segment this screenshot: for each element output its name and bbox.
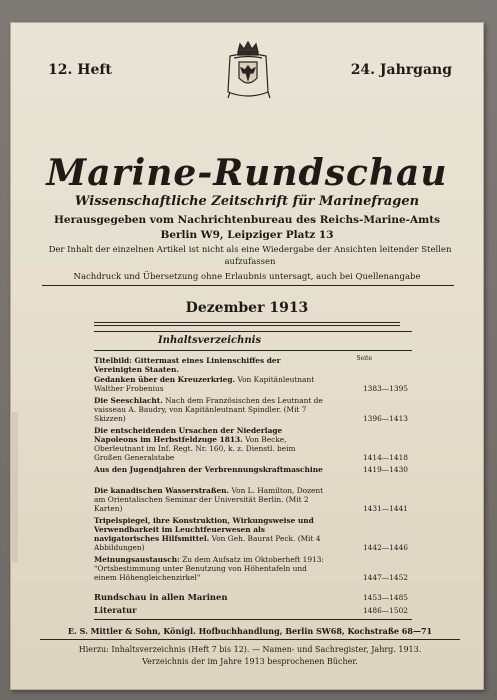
entry-title: Die kanadischen Wasserstraßen. [94,486,230,495]
page-column-label: Seite [356,355,372,362]
contents-entry [94,397,412,424]
contents-entry [94,376,412,394]
reprint-notice: Nachdruck und Übersetzung ohne Erlaubnis untersagt, auch bei Quellenangabe [73,272,421,282]
entry-pages: 1442—1446 [362,542,408,552]
entry-title: Tripelspiegel, ihre Konstruktion, Wirkungsweise und Verwendbarkeit im Leuchtfeuerwesen als navigatorisches Hilfsmittel. [94,516,314,543]
issue-number: 12. Heft [48,62,112,78]
entry-detail: Von Kapitänleutnant Walther Frobenius [94,375,315,393]
publisher-line: Herausgegeben vom Nachrichtenbureau des Reichs-Marine-Amts [53,214,441,226]
entry-pages: 1447—1452 [362,572,408,582]
table-of-contents [94,331,412,651]
magazine-title: Marine-Rundschau [46,152,448,194]
contents-entry [94,517,412,553]
divider [94,322,400,323]
entry-title: Meinungsaustausch: [94,555,180,564]
divider [42,285,454,286]
entry-title: Die Seeschlacht. [94,396,163,405]
entry-title: Aus den Jugendjahren der Verbrennungskraftmaschine [94,465,323,474]
divider [94,619,412,620]
divider [94,325,400,326]
coat-of-arms-icon [222,40,274,102]
contents-entry [94,357,412,375]
edge-tape [10,412,18,562]
volume-number: 24. Jahrgang [350,62,452,78]
divider [40,639,460,640]
contents-entry [94,466,412,475]
enclosure-line-1: Hierzu: Inhaltsverzeichnis (Heft 7 bis 12). — Namen- und Sachregister, Jahrg. 1913. [78,645,422,654]
entry-detail: Von Becke, Oberleutnant im Inf. Regt. Nr. 160, k. z. Dienstl. beim Großen Generalstabe [94,434,296,462]
entry-title: Rundschau in allen Marinen [94,592,228,602]
entry-pages: 1414—1418 [362,452,408,462]
entry-detail: Von L. Hamilton, Dozent am Orientalischen Seminar der Universität Berlin. (Mit 2 Karten) [94,486,324,513]
enclosure-note [40,644,460,668]
entry-pages: 1383—1395 [362,383,408,393]
entry-title: Titelbild: Gittermast eines Linienschiffes der Vereinigten Staaten. [94,356,281,374]
entry-title: Gedanken über den Kreuzerkrieg. [94,375,236,384]
magazine-cover [10,22,484,690]
entry-pages: 1396—1413 [362,413,408,423]
imprint-line: E. S. Mittler & Sohn, Königl. Hofbuchhandlung, Berlin SW68, Kochstraße 68—71 [67,626,433,636]
entry-pages: 1419—1430 [362,465,408,474]
contents-entry [94,606,412,616]
entry-title: Literatur [94,605,137,615]
contents-entry [94,593,412,603]
entry-detail: Zu dem Aufsatz im Oktoberheft 1913: "Ortsbestimmung unter Benutzung von Höhentafeln und einem Höhengleichenzirkel" [94,555,324,582]
entry-pages: 1431—1441 [362,503,408,513]
disclaimer-text: Der Inhalt der einzelnen Artikel ist nicht als eine Wiedergabe der Ansichten leitender Stellen aufzufassen [48,245,452,267]
enclosure-line-2: Verzeichnis der im Jahre 1913 besprochenen Bücher. [142,657,358,666]
magazine-subtitle: Wissenschaftliche Zeitschrift für Marinefragen [74,194,420,209]
entry-detail: Nach dem Französischen des Leutnant de vaisseau A. Baudry, von Kapitänleutnant Spindler. (Mit 7 Skizzen) [94,396,323,423]
issue-date: Dezember 1913 [185,300,309,316]
contents-heading: Inhaltsverzeichnis [94,331,412,351]
entry-pages: 1486—1502 [362,606,408,615]
address-line: Berlin W9, Leipziger Platz 13 [160,229,334,241]
entry-pages: 1453—1485 [362,593,408,602]
entry-detail: Von Geh. Baurat Peck. (Mit 4 Abbildungen) [94,533,321,552]
contents-entry [94,487,412,514]
contents-entry [94,556,412,583]
entry-title: Die entscheidenden Ursachen der Niederlage Napoleons im Herbstfeldzuge 1813. [94,426,283,444]
contents-entry [94,427,412,463]
